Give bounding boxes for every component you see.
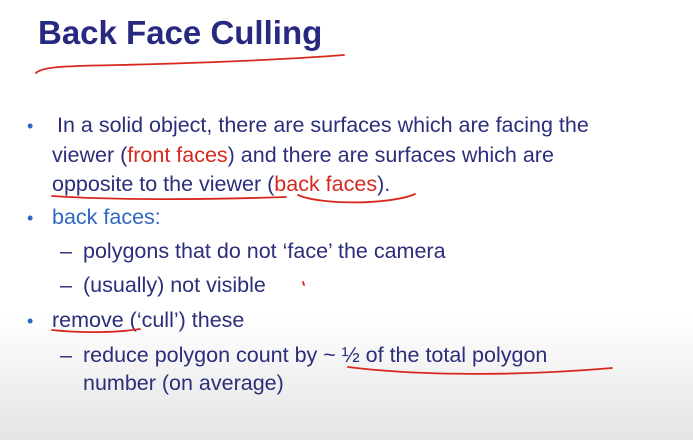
text-segment: ). xyxy=(377,172,391,196)
bullet-1-line-1: In a solid object, there are surfaces which are facing the xyxy=(57,113,589,137)
bullet-3-sub-1-line-2: number (on average) xyxy=(83,371,284,395)
back-faces-term: back faces xyxy=(274,172,378,196)
bullet-dot: • xyxy=(27,311,34,331)
bullet-dot: • xyxy=(27,116,34,136)
bullet-2-sub-2: (usually) not visible xyxy=(83,273,266,297)
sub-bullet-dash: – xyxy=(60,273,72,297)
bullet-1-line-2 xyxy=(52,140,554,170)
bullet-dot: • xyxy=(27,208,34,228)
sub-bullet-dash: – xyxy=(60,343,72,367)
text-segment: opposite to the viewer ( xyxy=(52,172,275,196)
front-faces-term: front faces xyxy=(127,143,228,167)
ink-dot xyxy=(303,282,304,285)
bullet-1-line-3 xyxy=(52,169,390,199)
bullet-3-sub-1-line-1: reduce polygon count by ~ ½ of the total polygon xyxy=(83,343,548,367)
bullet-3-label: remove (‘cull’) these xyxy=(52,308,245,332)
bullet-2-label: back faces: xyxy=(52,205,161,229)
slide-title: Back Face Culling xyxy=(38,14,323,51)
sub-bullet-dash: – xyxy=(60,239,72,263)
bullet-2-sub-1: polygons that do not ‘face’ the camera xyxy=(83,239,446,263)
text-segment: ) and there are surfaces which are xyxy=(227,143,554,167)
text-segment: viewer ( xyxy=(52,143,128,167)
title-underline xyxy=(36,55,344,73)
